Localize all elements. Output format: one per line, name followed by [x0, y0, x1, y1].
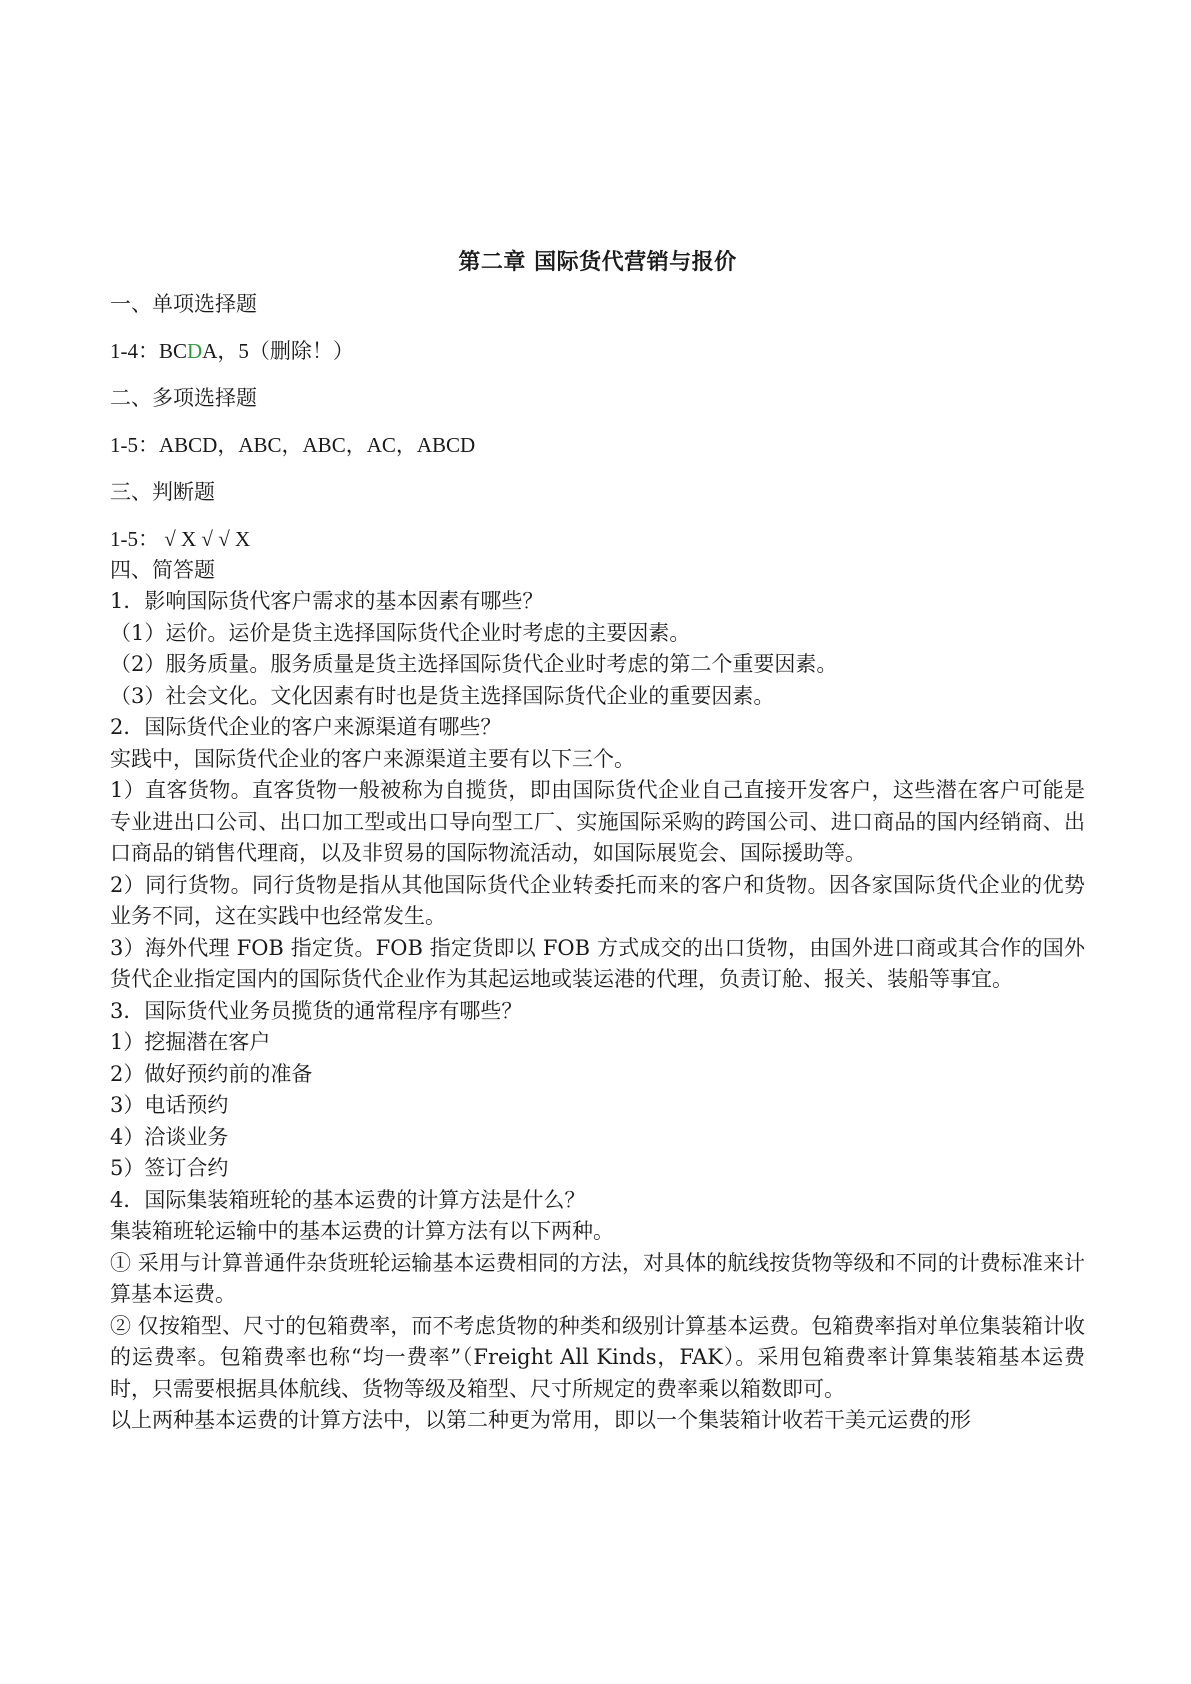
list-item: 2）做好预约前的准备: [110, 1061, 313, 1086]
answer-single-choice: [110, 336, 1085, 367]
question-4: 4．国际集装箱班轮的基本运费的计算方法是什么？: [110, 1187, 586, 1212]
answer-highlight: D: [187, 339, 203, 363]
answer-paragraph: （1）运价。运价是货主选择国际货代企业时考虑的主要因素。: [110, 620, 691, 645]
answer-paragraph: 3）海外代理 FOB 指定货。FOB 指定货即以 FOB 方式成交的出口货物，由国外进口商或其合作的国外货代企业指定国内的国际货代企业作为其起运地或装运港的代理，负责订舱、报关、装船等事宜。: [110, 935, 1085, 991]
section-heading-true-false: 三、判断题: [110, 480, 215, 504]
answer-paragraph: 集装箱班轮运输中的基本运费的计算方法有以下两种。: [110, 1219, 614, 1243]
question-3: 3．国际货代业务员揽货的通常程序有哪些？: [110, 998, 523, 1023]
answer-paragraph: 1）直客货物。直客货物一般被称为自揽货，即由国际货代企业自己直接开发客户，这些潜在客户可能是专业进出口公司、出口加工型或出口导向型工厂、实施国际采购的跨国公司、进口商品的国内经销商、出口商品的销售代理商，以及非贸易的国际物流活动，如国际展览会、国际援助等。: [110, 778, 1085, 865]
question-1: 1．影响国际货代客户需求的基本因素有哪些？: [110, 589, 544, 613]
answer-paragraph: 实践中，国际货代企业的客户来源渠道主要有以下三个。: [110, 746, 635, 771]
answer-paragraph: ② 仅按箱型、尺寸的包箱费率，而不考虑货物的种类和级别计算基本运费。包箱费率指对单位集装箱计收的运费率。包箱费率也称“均一费率”（Freight All Kinds，FAK）。采用包箱费率计算集装箱基本运费时，只需要根据具体航线、货物等级及箱型、尺寸所规定的费率乘以箱数即可。: [110, 1313, 1085, 1401]
answer-paragraph: 以上两种基本运费的计算方法中，以第二种更为常用，即以一个集装箱计收若干美元运费的形: [110, 1408, 971, 1432]
answer-true-false: 1-5： √ X √ √ X: [110, 527, 251, 551]
list-item: 4）洽谈业务: [110, 1124, 229, 1149]
list-item: 3）电话预约: [110, 1093, 229, 1117]
page-content: [110, 247, 1085, 1437]
question-2: 2．国际货代企业的客户来源渠道有哪些？: [110, 715, 502, 739]
section-heading-multiple-choice: 二、多项选择题: [110, 386, 257, 410]
answer-paragraph: ① 采用与计算普通件杂货班轮运输基本运费相同的方法，对具体的航线按货物等级和不同的计费标准来计算基本运费。: [110, 1250, 1085, 1306]
answer-paragraph: （3）社会文化。文化因素有时也是货主选择国际货代企业的重要因素。: [110, 683, 775, 708]
section-heading-single-choice: 一、单项选择题: [110, 292, 257, 316]
answer-multiple-choice: 1-5：ABCD，ABC，ABC，AC，ABCD: [110, 433, 476, 457]
answer-paragraph: （2）服务质量。服务质量是货主选择国际货代企业时考虑的第二个重要因素。: [110, 652, 838, 676]
chapter-title: 第二章 国际货代营销与报价: [458, 249, 737, 275]
answer-text: 1-4：BC: [110, 339, 188, 363]
answer-text: A，5（删除！）: [202, 339, 354, 363]
list-item: 5）签订合约: [110, 1156, 229, 1180]
section-heading-short-answer: 四、简答题: [110, 558, 215, 582]
answer-paragraph: 2）同行货物。同行货物是指从其他国际货代企业转委托而来的客户和货物。因各家国际货代企业的优势业务不同，这在实践中也经常发生。: [110, 872, 1085, 928]
list-item: 1）挖掘潜在客户: [110, 1030, 271, 1054]
